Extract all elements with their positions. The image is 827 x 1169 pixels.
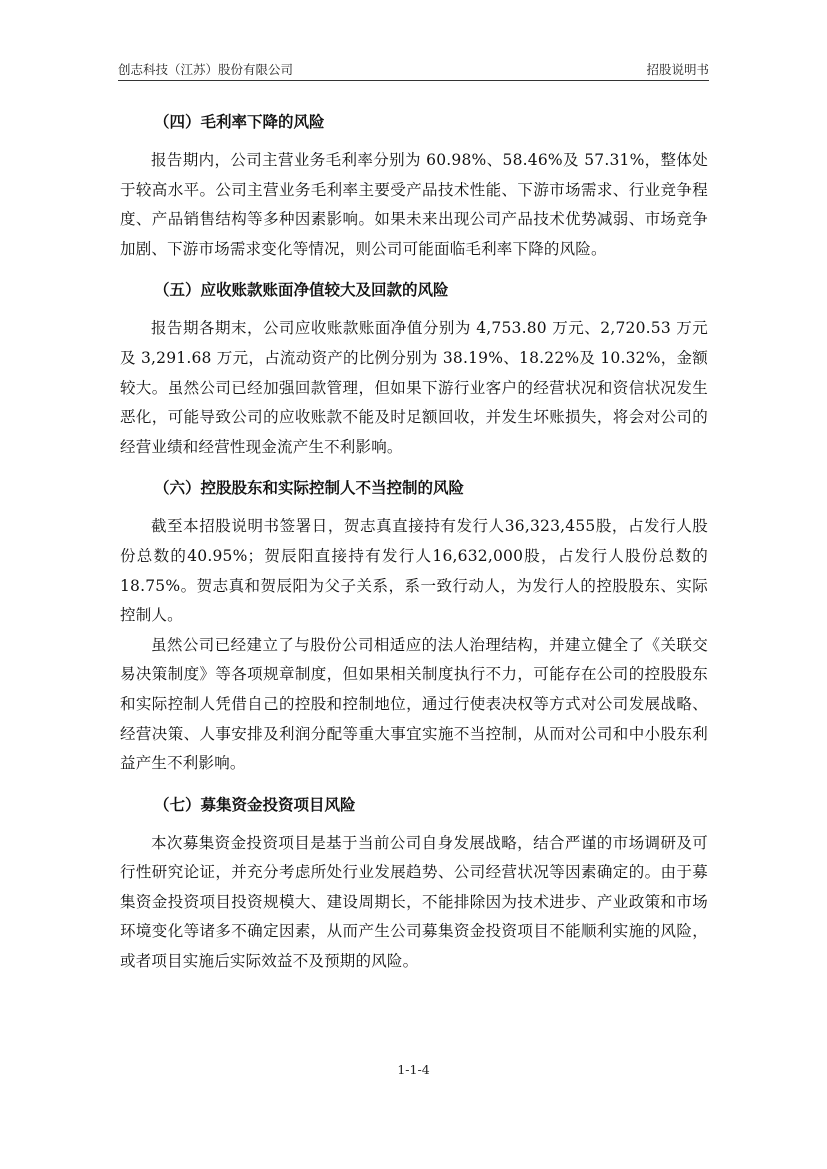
header-company-name: 创志科技（江苏）股份有限公司 — [118, 62, 294, 77]
header-document-type: 招股说明书 — [646, 62, 709, 77]
header-divider — [118, 80, 709, 81]
section-heading-receivables: （五）应收账款账面净值较大及回款的风险 — [154, 281, 449, 300]
section-heading-fundraising-projects: （七）募集资金投资项目风险 — [154, 795, 356, 814]
document-body — [120, 96, 708, 977]
section-paragraph: 本次募集资金投资项目是基于当前公司自身发展战略，结合严谨的市场调研及可行性研究论证，并充分考虑所处行业发展趋势、公司经营状况等因素确定的。由于募集资金投资项目投资规模大、建设周期长，不能排除因为技术进步、产业政策和市场环境变化等诸多不确定因素，从而产生公司募集资金投资项目不能顺利实施的风险，或者项目实施后实际效益不及预期的风险。 — [120, 833, 708, 971]
section-paragraph: 报告期内，公司主营业务毛利率分别为 60.98%、58.46%及 57.31%，整体处于较高水平。公司主营业务毛利率主要受产品技术性能、下游市场需求、行业竞争程度、产品销售结构等多种因素影响。如果未来出现公司产品技术优势减弱、市场竞争加剧、下游市场需求变化等情况，则公司可能面临毛利率下降的风险。 — [120, 151, 708, 258]
section-paragraph: 截至本招股说明书签署日，贺志真直接持有发行人36,323,455股，占发行人股份总数的40.95%；贺辰阳直接持有发行人16,632,000股，占发行人股份总数的18.75%。贺志真和贺辰阳为父子关系，系一致行动人，为发行人的控股股东、实际控制人。 — [120, 517, 708, 625]
page-header — [118, 56, 709, 82]
page-number: 1-1-4 — [397, 1062, 430, 1077]
section-heading-controlling-shareholder: （六）控股股东和实际控制人不当控制的风险 — [154, 479, 465, 498]
section-paragraph: 虽然公司已经建立了与股份公司相适应的法人治理结构，并建立健全了《关联交易决策制度》等各项规章制度，但如果相关制度执行不力，可能存在公司的控股股东和实际控制人凭借自己的控股和控制地位，通过行使表决权等方式对公司发展战略、经营决策、人事安排及利润分配等重大事宜实施不当控制，从而对公司和中小股东利益产生不利影响。 — [120, 635, 708, 773]
section-heading-gross-margin: （四）毛利率下降的风险 — [154, 113, 325, 131]
section-paragraph: 报告期各期末，公司应收账款账面净值分别为 4,753.80 万元、2,720.53 万元及 3,291.68 万元，占流动资产的比例分别为 38.19%、18.22%及 10.32%，金额较大。虽然公司已经加强回款管理，但如果下游行业客户的经营状况和资信状况发生恶化，可能导致公司的应收账款不能及时足额回收，并发生坏账损失，将会对公司的经营业绩和经营性现金流产生不利影响。 — [120, 319, 708, 456]
